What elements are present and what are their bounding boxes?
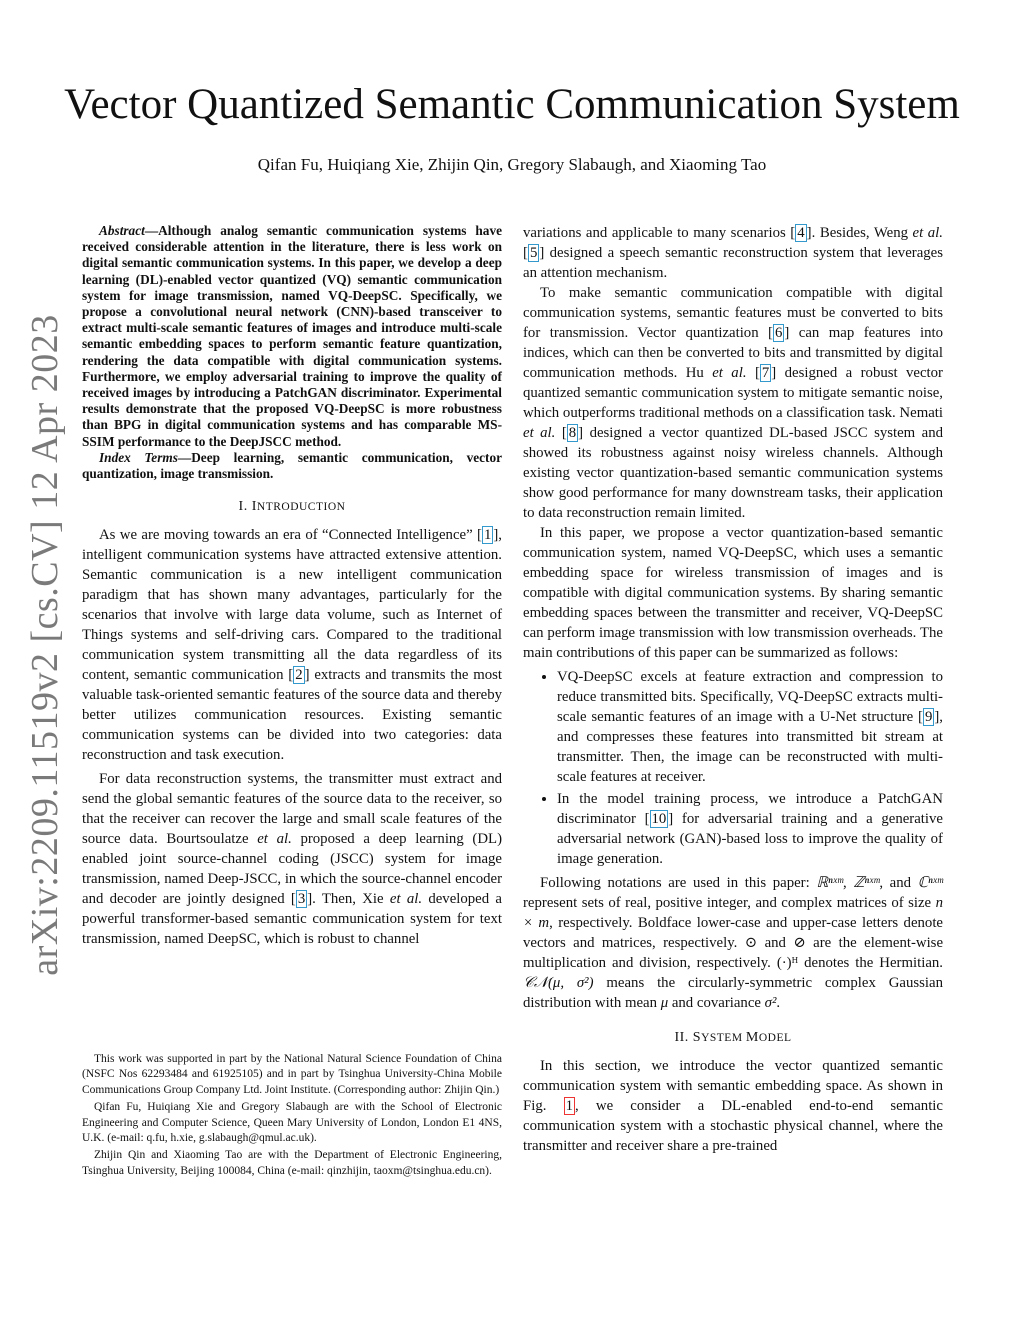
right-paragraph-3: In this paper, we propose a vector quantization-based semantic communication system, named VQ-DeepSC, which uses a semantic embedding space for wireless transmission of images and is compatible with digital communication systems. By sharing semantic embedding spaces between the transmitter and receiver, VQ-DeepSC can perform image transmission with low transmission overheads. The main contributions of this paper can be summarized as follows: [523,525,943,661]
right-column [523,223,943,1156]
footnotes [82,1052,502,1181]
figure-link[interactable]: 1 [565,1098,574,1114]
intro-paragraph-1: As we are moving towards an era of “Connected Intelligence” [ 1 ], intelligent communication systems have attracted extensive attention. Semantic communication is a new intelligent communication paradigm that has shown many advantages, particularly for the scenarios that involve with large data volume, such as Internet of Things systems and self-driving cars. Compared to the traditional communication system transmitting all the data regardless of its content, semantic communication [ 2 ] extracts and transmits the most valuable task-oriented semantic features of the source data and thereby better utilizes communication resources. Existing semantic communication systems can be divided into two categories: data reconstruction and task execution. [82,527,502,764]
section-heading-introduction: I. INTRODUCTION [238,499,346,515]
list-item: • In the model training process, we introduce a PatchGAN discriminator [ 10 ] for adversarial training and a generative adversarial network (GAN)-based loss to improve the quality of image generation. [557,789,943,869]
paper-title: Vector Quantized Semantic Communication System [64,81,960,128]
abstract: Abstract—Although analog semantic communication systems have received considerable attention in the literature, there is less work on digital semantic communication systems. In this paper, we develop a deep learning (DL)-enabled vector quantized (VQ) semantic communication system for image transmission, named VQ-DeepSC. Specifically, we propose a convolutional neural network (CNN)-based transceiver to extract multi-scale semantic features of images and introduce multi-scale semantic embedding spaces to perform semantic feature quantization, rendering the data compatible with digital communication systems. Furthermore, we employ adversarial training to improve the quality of received images by introducing a PatchGAN discriminator. Experimental results demonstrate that the proposed VQ-DeepSC is more robustness than BPG in digital communication systems and has comparable MS-SSIM performance to the DeepJSCC method. [82,223,502,449]
right-paragraph-2: To make semantic communication compatible with digital communication systems, semantic features must be converted to bits for transmission. Vector quantization [ 6 ] can map features into indices, which can then be converted to bits and transmitted by digital communication methods. Hu et al. [ 7 ] designed a robust vector quantized semantic communication system to mitigate semantic noise, which outperforms traditional methods on a classification task. Nemati et al. [ 8 ] designed a vector quantized DL-based JSCC system and showed its robustness against noisy wireless channels. Although existing vector quantization-based semantic communication systems show good performance for many downstream tasks, their application to data reconstruction remain limited. [523,285,943,521]
footnote-affiliation-1: Qifan Fu, Huiqiang Xie and Gregory Slabaugh are with the School of Electronic Engineering and Computer Science, Queen Mary University of London, London E1 4NS, U.K. (e-mail: q.fu, h.xie, g.slabaugh@qmul.ac.uk). [82,1101,502,1145]
arxiv-stamp: arXiv:2209.11519v2 [cs.CV] 12 Apr 2023 [24,314,66,976]
author-list: Qifan Fu, Huiqiang Xie, Zhijin Qin, Gregory Slabaugh, and Xiaoming Tao [257,155,767,174]
right-paragraph-1: variations and applicable to many scenarios [ 4 ]. Besides, Weng et al. [ 5 ] designed a speech semantic reconstruction system that leverages an attention mechanism. [523,225,943,281]
citation-link[interactable]: 6 [775,325,783,341]
system-model-paragraph: In this section, we introduce the vector quantized semantic communication system with semantic embedding space. As shown in Fig. 1 , we consider a DL-enabled end-to-end semantic communication system with a stochastic physical channel, where the transmitter and receiver share a pre-trained [523,1058,943,1154]
notation-paragraph: Following notations are used in this paper: ℝⁿˣᵐ, ℤⁿˣᵐ, and ℂⁿˣᵐ represent sets of real, positive integer, and complex matrices of size n × m, respectively. Boldface lower-case and upper-case letters denote vectors and matrices, respectively. ⊙ and ⊘ are the element-wise multiplication and division, respectively. (·)ᴴ denotes the Hermitian. 𝒞𝒩(μ, σ²) means the circularly-symmetric complex Gaussian distribution with mean μ and covariance σ². [523,875,944,1011]
footnote-funding: This work was supported in part by the National Natural Science Foundation of China (NSFC Nos 62293484 and 61925105) and in part by Tsinghua University-China Mobile Communications Group Company Ltd. Joint Institute. (Corresponding author: Zhijin Qin.) [82,1053,502,1096]
citation-link[interactable]: 2 [295,667,303,684]
citation-link[interactable]: 1 [483,527,492,544]
citation-link[interactable]: 4 [797,225,805,241]
intro-paragraph-2: For data reconstruction systems, the transmitter must extract and send the global semantic features of the source data to the receiver, so that the receiver can recover the large and small scale features of the source data. Bourtsoulatze et al. proposed a deep learning (DL) enabled joint source-channel coding (JSCC) system for image transmission, named Deep-JSCC, in which the source-channel encoder and decoder are jointly designed [ 3 ]. Then, Xie et al. developed a powerful transformer-based semantic communication system for text transmission, named DeepSC, which is robust to channel [82,771,502,948]
citation-link[interactable]: 7 [761,365,770,381]
citation-link[interactable]: 9 [924,709,933,725]
citation-link[interactable]: 10 [651,811,667,827]
footnote-affiliation-2: Zhijin Qin and Xiaoming Tao are with the Department of Electronic Engineering, Tsinghua University, Beijing 100084, China (e-mail: qinzhijin, taoxm@tsinghua.edu.cn). [82,1149,502,1177]
citation-link[interactable]: 5 [529,245,538,261]
contributions-list [523,667,943,869]
list-item: • VQ-DeepSC excels at feature extraction and compression to reduce transmitted bits. Specifically, VQ-DeepSC extracts multi-scale semantic features of an image with a U-Net structure [ 9 ], and compresses these features into transmitted bit stream at transmitter. Then, the image can be reconstructed with multi-scale features at receiver. [557,667,943,787]
citation-link[interactable]: 8 [568,425,577,441]
left-column [82,223,502,949]
index-terms: Index Terms—Deep learning, semantic communication, vector quantization, image transmission. [82,449,502,482]
citation-link[interactable]: 3 [297,891,306,908]
section-heading-system-model: II. SYSTEM MODEL [674,1030,792,1045]
